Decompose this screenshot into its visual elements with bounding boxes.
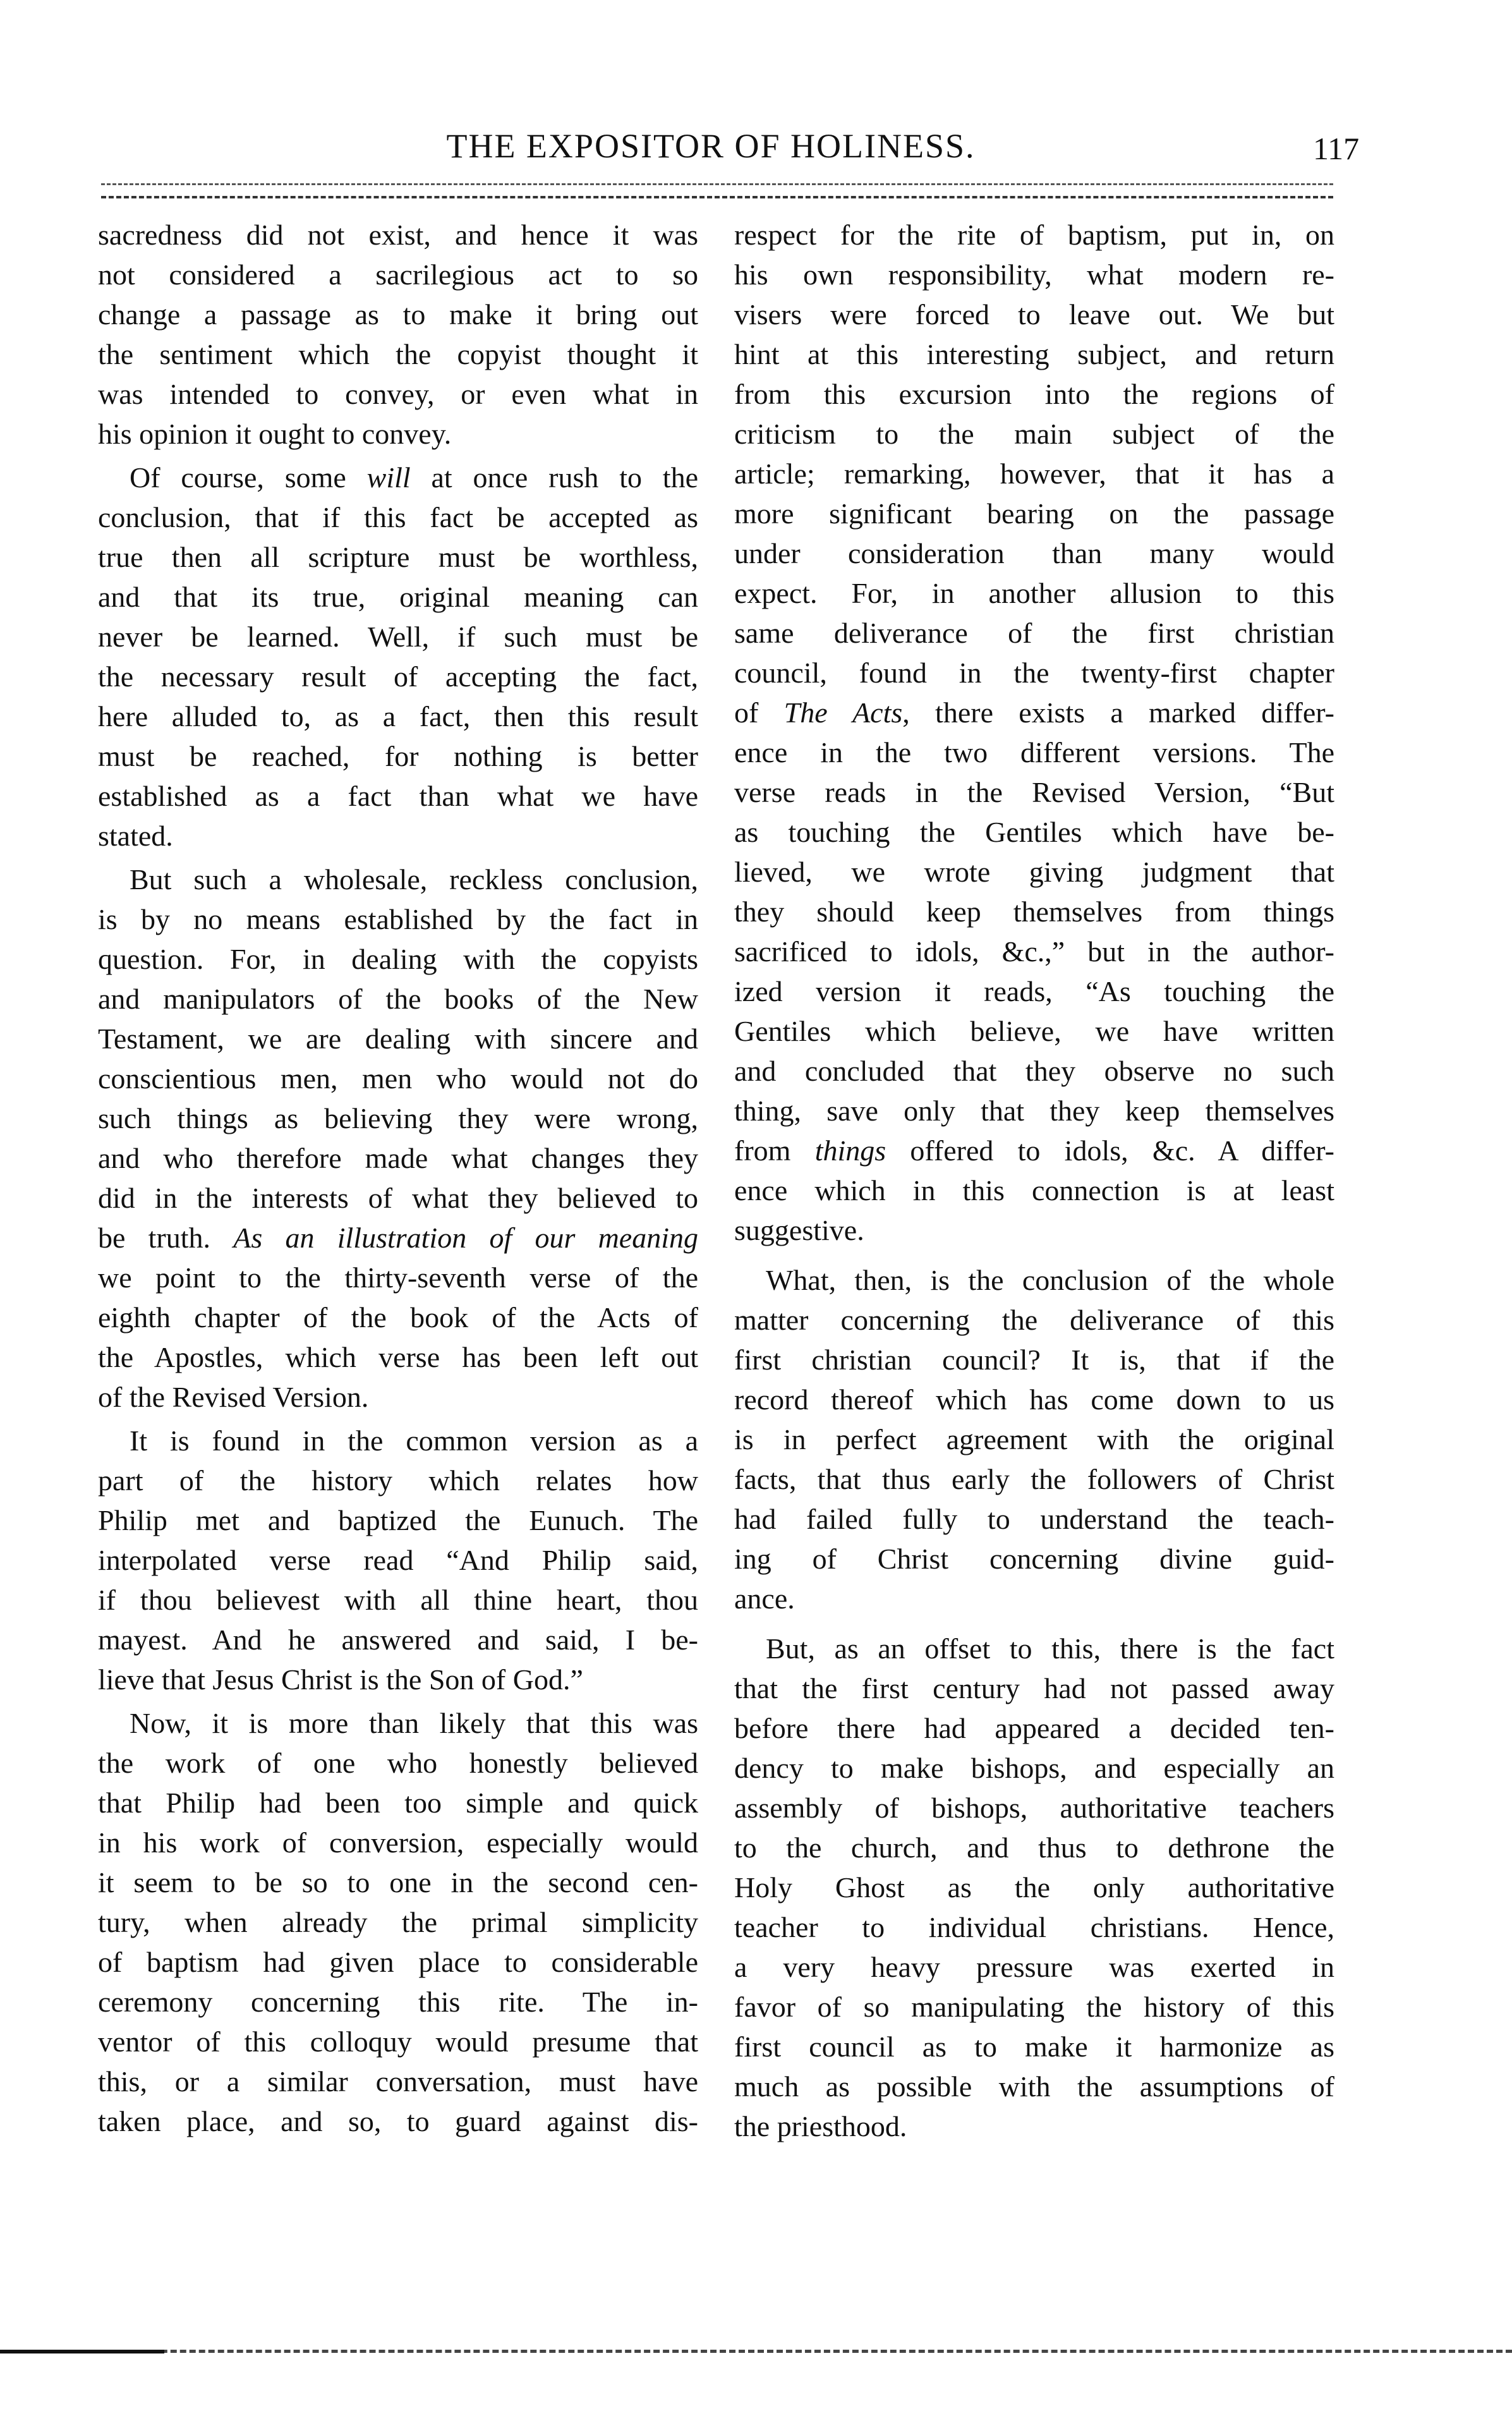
footer-rule xyxy=(0,2350,1512,2353)
text-line: had failed fully to understand the teach- xyxy=(734,1503,1334,1535)
text-line: question. For, in dealing with the copyists xyxy=(98,943,698,975)
text-line: change a passage as to make it bring out xyxy=(98,298,698,331)
text-line: it seem to be so to one in the second cen- xyxy=(98,1866,698,1898)
paragraph xyxy=(734,1629,1334,2146)
text-line: his opinion it ought to convey. xyxy=(98,418,452,450)
text-line: from this excursion into the regions of xyxy=(734,378,1334,410)
text-line: It is found in the common version as a xyxy=(130,1424,698,1457)
text-line: before there had appeared a decided ten- xyxy=(734,1712,1334,1744)
paragraph xyxy=(98,458,698,856)
text-line: we point to the thirty-seventh verse of the xyxy=(98,1261,698,1294)
text-line xyxy=(734,1131,1334,1170)
text-line: under consideration than many would xyxy=(734,537,1334,569)
text-line: ventor of this colloquy would presume that xyxy=(98,2025,698,2058)
italic-text: will xyxy=(366,461,411,494)
text-line: lieved, we wrote giving judgment that xyxy=(734,856,1334,888)
text-line: interpolated verse read “And Philip said, xyxy=(98,1544,698,1576)
text-line: favor of so manipulating the history of this xyxy=(734,1991,1334,2023)
text-line: But such a wholesale, reckless conclusion, xyxy=(130,863,698,896)
text-line: part of the history which relates how xyxy=(98,1464,698,1497)
text-segment: , there exists a marked differ- xyxy=(902,696,1334,729)
text-line: same deliverance of the first christian xyxy=(734,617,1334,649)
text-line: and concluded that they observe no such xyxy=(734,1055,1334,1087)
text-line: they should keep themselves from things xyxy=(734,896,1334,928)
text-line: of baptism had given place to considerable xyxy=(98,1946,698,1978)
text-line: lieve that Jesus Christ is the Son of God.” xyxy=(98,1663,583,1696)
text-line: suggestive. xyxy=(734,1214,864,1246)
text-line: first council as to make it harmonize as xyxy=(734,2031,1334,2063)
text-line: ence which in this connection is at least xyxy=(734,1174,1334,1206)
text-line: Testament, we are dealing with sincere and xyxy=(98,1023,698,1055)
text-line: stated. xyxy=(98,820,173,852)
text-line: and that its true, original meaning can xyxy=(98,581,698,613)
text-line: the sentiment which the copyist thought it xyxy=(98,338,698,370)
text-line: sacredness did not exist, and hence it was xyxy=(98,219,698,251)
text-line: to the church, and thus to dethrone the xyxy=(734,1831,1334,1864)
text-line: Now, it is more than likely that this was xyxy=(130,1707,698,1739)
paragraph xyxy=(98,215,698,454)
text-line: if thou believest with all thine heart, thou xyxy=(98,1584,698,1616)
text-line: teacher to individual christians. Hence, xyxy=(734,1911,1334,1943)
text-line: first christian council? It is, that if the xyxy=(734,1344,1334,1376)
text-line: Holy Ghost as the only authoritative xyxy=(734,1871,1334,1904)
paragraph xyxy=(98,1421,698,1699)
text-line: facts, that thus early the followers of Christ xyxy=(734,1463,1334,1495)
text-line: What, then, is the conclusion of the whole xyxy=(766,1264,1334,1296)
text-line: is in perfect agreement with the original xyxy=(734,1423,1334,1455)
text-line xyxy=(734,693,1334,732)
text-line: taken place, and so, to guard against dis- xyxy=(98,2105,698,2137)
text-line: council, found in the twenty-first chapter xyxy=(734,657,1334,689)
text-line xyxy=(98,1218,698,1258)
header-rule-top xyxy=(101,183,1333,185)
text-line: ance. xyxy=(734,1582,795,1615)
text-line: is by no means established by the fact in xyxy=(98,903,698,935)
text-line: article; remarking, however, that it has a xyxy=(734,458,1334,490)
text-line: the necessary result of accepting the fact, xyxy=(98,660,698,693)
text-line: that Philip had been too simple and quick xyxy=(98,1787,698,1819)
text-segment: Of course, some xyxy=(130,461,367,494)
text-line: verse reads in the Revised Version, “But xyxy=(734,776,1334,808)
text-line: matter concerning the deliverance of this xyxy=(734,1304,1334,1336)
text-line: not considered a sacrilegious act to so xyxy=(98,258,698,291)
text-line: more significant bearing on the passage xyxy=(734,497,1334,530)
page-number: 117 xyxy=(1313,131,1360,166)
text-line: conclusion, that if this fact be accepted as xyxy=(98,501,698,533)
right-column xyxy=(734,215,1334,2146)
text-line: true then all scripture must be worthless, xyxy=(98,541,698,573)
paragraph xyxy=(98,1703,698,2141)
text-line: here alluded to, as a fact, then this result xyxy=(98,700,698,732)
journal-title: THE EXPOSITOR OF HOLINESS. xyxy=(446,127,976,165)
text-line: of the Revised Version. xyxy=(98,1381,369,1413)
text-line: dency to make bishops, and especially an xyxy=(734,1752,1334,1784)
text-line: his own responsibility, what modern re- xyxy=(734,258,1334,291)
text-line: sacrificed to idols, &c.,” but in the author- xyxy=(734,935,1334,968)
text-line xyxy=(98,458,698,497)
text-line: ized version it reads, “As touching the xyxy=(734,975,1334,1007)
text-line: a very heavy pressure was exerted in xyxy=(734,1951,1334,1983)
text-line: conscientious men, men who would not do xyxy=(98,1062,698,1095)
text-line: expect. For, in another allusion to this xyxy=(734,577,1334,609)
text-line: assembly of bishops, authoritative teachers xyxy=(734,1792,1334,1824)
text-line: respect for the rite of baptism, put in, on xyxy=(734,219,1334,251)
paragraph xyxy=(734,1260,1334,1618)
header-rule-bottom xyxy=(101,196,1333,198)
text-segment: of xyxy=(734,696,784,729)
text-line: much as possible with the assumptions of xyxy=(734,2070,1334,2103)
text-line: never be learned. Well, if such must be xyxy=(98,621,698,653)
text-line: the priesthood. xyxy=(734,2110,907,2142)
text-line: and who therefore made what changes they xyxy=(98,1142,698,1174)
text-line: established as a fact than what we have xyxy=(98,780,698,812)
text-line: record thereof which has come down to us xyxy=(734,1383,1334,1416)
text-line: Philip met and baptized the Eunuch. The xyxy=(98,1504,698,1536)
text-line: as touching the Gentiles which have be- xyxy=(734,816,1334,848)
italic-text: As an illustration of our meaning xyxy=(233,1222,698,1254)
text-segment: at once rush to the xyxy=(410,461,698,494)
text-line: ceremony concerning this rite. The in- xyxy=(98,1986,698,2018)
text-line: this, or a similar conversation, must have xyxy=(98,2065,698,2098)
text-line: eighth chapter of the book of the Acts of xyxy=(98,1301,698,1333)
text-line: Gentiles which believe, we have written xyxy=(734,1015,1334,1047)
text-line: mayest. And he answered and said, I be- xyxy=(98,1624,698,1656)
text-line: visers were forced to leave out. We but xyxy=(734,298,1334,331)
left-column xyxy=(98,215,698,2141)
text-line: and manipulators of the books of the New xyxy=(98,983,698,1015)
text-line: ing of Christ concerning divine guid- xyxy=(734,1543,1334,1575)
paragraph xyxy=(734,215,1334,1250)
text-line: criticism to the main subject of the xyxy=(734,418,1334,450)
text-line: But, as an offset to this, there is the fact xyxy=(766,1632,1334,1665)
text-line: the work of one who honestly believed xyxy=(98,1747,698,1779)
text-line: must be reached, for nothing is better xyxy=(98,740,698,772)
text-line: ence in the two different versions. The xyxy=(734,736,1334,768)
text-line: in his work of conversion, especially would xyxy=(98,1826,698,1859)
text-line: did in the interests of what they believed to xyxy=(98,1182,698,1214)
text-line: such things as believing they were wrong, xyxy=(98,1102,698,1134)
text-line: was intended to convey, or even what in xyxy=(98,378,698,410)
text-line: the Apostles, which verse has been left out xyxy=(98,1341,698,1373)
text-line: tury, when already the primal simplicity xyxy=(98,1906,698,1938)
text-segment: from xyxy=(734,1134,815,1167)
italic-text: The Acts xyxy=(783,696,903,729)
text-line: that the first century had not passed away xyxy=(734,1672,1334,1704)
italic-text: things xyxy=(814,1134,886,1167)
text-line: thing, save only that they keep themselves xyxy=(734,1095,1334,1127)
text-line: hint at this interesting subject, and return xyxy=(734,338,1334,370)
text-segment: offered to idols, &c. A differ- xyxy=(886,1134,1334,1167)
paragraph xyxy=(98,859,698,1417)
text-segment: be truth. xyxy=(98,1222,234,1254)
